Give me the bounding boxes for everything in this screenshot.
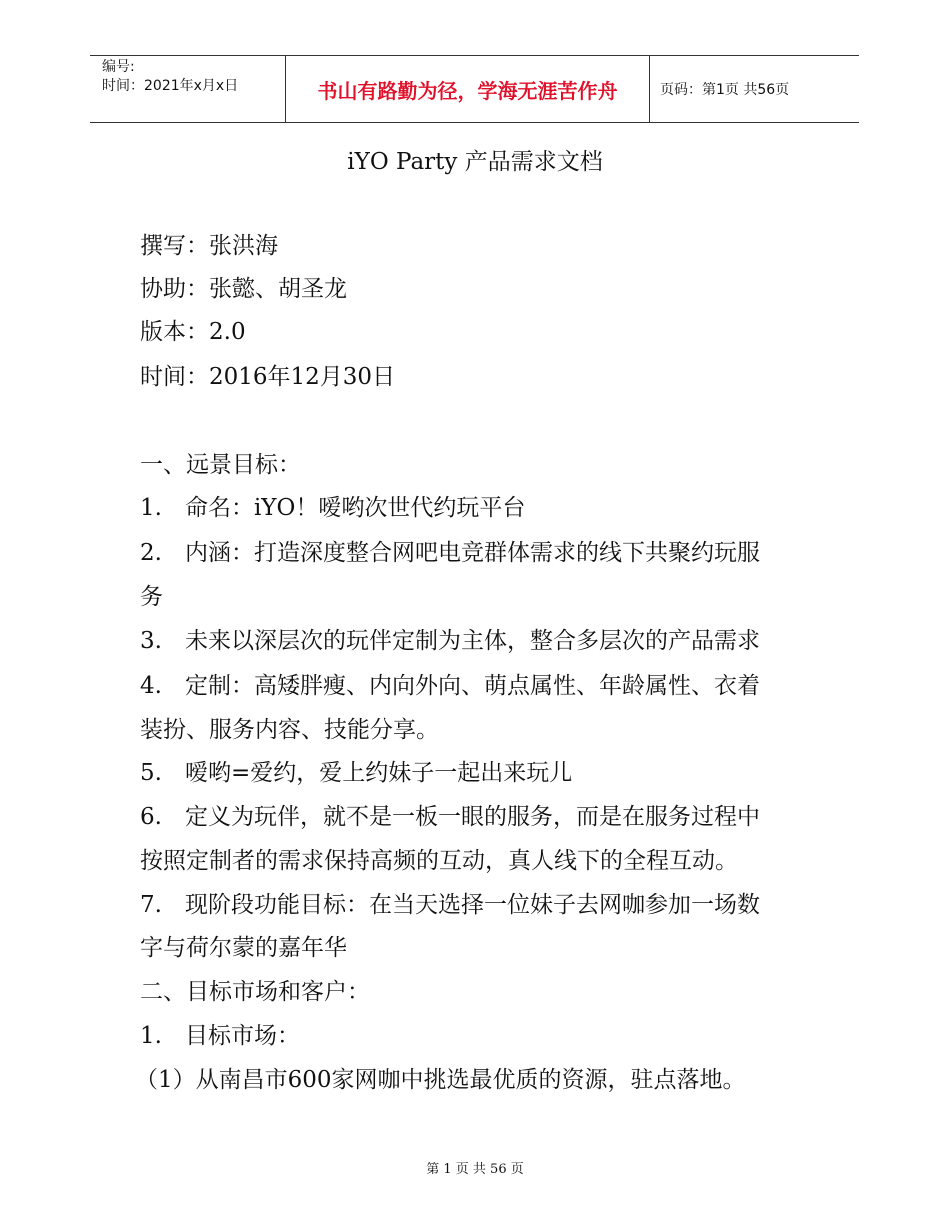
body-line: 1. 命名：iYO！嗳哟次世代约玩平台 xyxy=(140,495,526,521)
header-time-label: 时间：2021年x月x日 xyxy=(102,78,239,94)
header-page-label: 页码：第1页 共56页 xyxy=(660,82,790,98)
meta-author: 撰写：张洪海 xyxy=(140,233,278,259)
section-heading: 一、远景目标： xyxy=(140,452,301,478)
meta-date: 时间：2016年12月30日 xyxy=(140,364,396,390)
meta-assistants: 协助：张懿、胡圣龙 xyxy=(140,276,347,302)
body-line: 4. 定制：高矮胖瘦、内向外向、萌点属性、年龄属性、衣着 xyxy=(140,673,760,699)
body-line: 按照定制者的需求保持高频的互动，真人线下的全程互动。 xyxy=(140,848,738,874)
header-motto: 书山有路勤为径，学海无涯苦作舟 xyxy=(286,56,650,122)
body-line: 2. 内涵：打造深度整合网吧电竞群体需求的线下共聚约玩服 xyxy=(140,540,760,566)
body-line: 3. 未来以深层次的玩伴定制为主体，整合多层次的产品需求 xyxy=(140,628,760,654)
body-line: 1. 目标市场： xyxy=(140,1023,300,1049)
meta-version: 版本：2.0 xyxy=(140,319,246,345)
body-line: 7. 现阶段功能目标：在当天选择一位妹子去网咖参加一场数 xyxy=(140,892,760,918)
section-heading: 二、目标市场和客户： xyxy=(140,979,370,1005)
header-info-cell xyxy=(90,56,286,122)
document-title: iYO Party 产品需求文档 xyxy=(347,149,603,175)
page-footer: 第 1 页 共 56 页 xyxy=(426,1162,524,1177)
header-number-label: 编号: xyxy=(102,59,135,75)
body-line: 5. 嗳哟=爱约，爱上约妹子一起出来玩儿 xyxy=(140,760,573,786)
body-line: （1）从南昌市600家网咖中挑选最优质的资源，驻点落地。 xyxy=(135,1067,746,1093)
body-line: 务 xyxy=(140,584,163,610)
page-header xyxy=(90,55,859,123)
body-line: 6. 定义为玩伴，就不是一板一眼的服务，而是在服务过程中 xyxy=(140,804,760,830)
body-line: 字与荷尔蒙的嘉年华 xyxy=(140,935,347,961)
body-line: 装扮、服务内容、技能分享。 xyxy=(140,717,439,743)
